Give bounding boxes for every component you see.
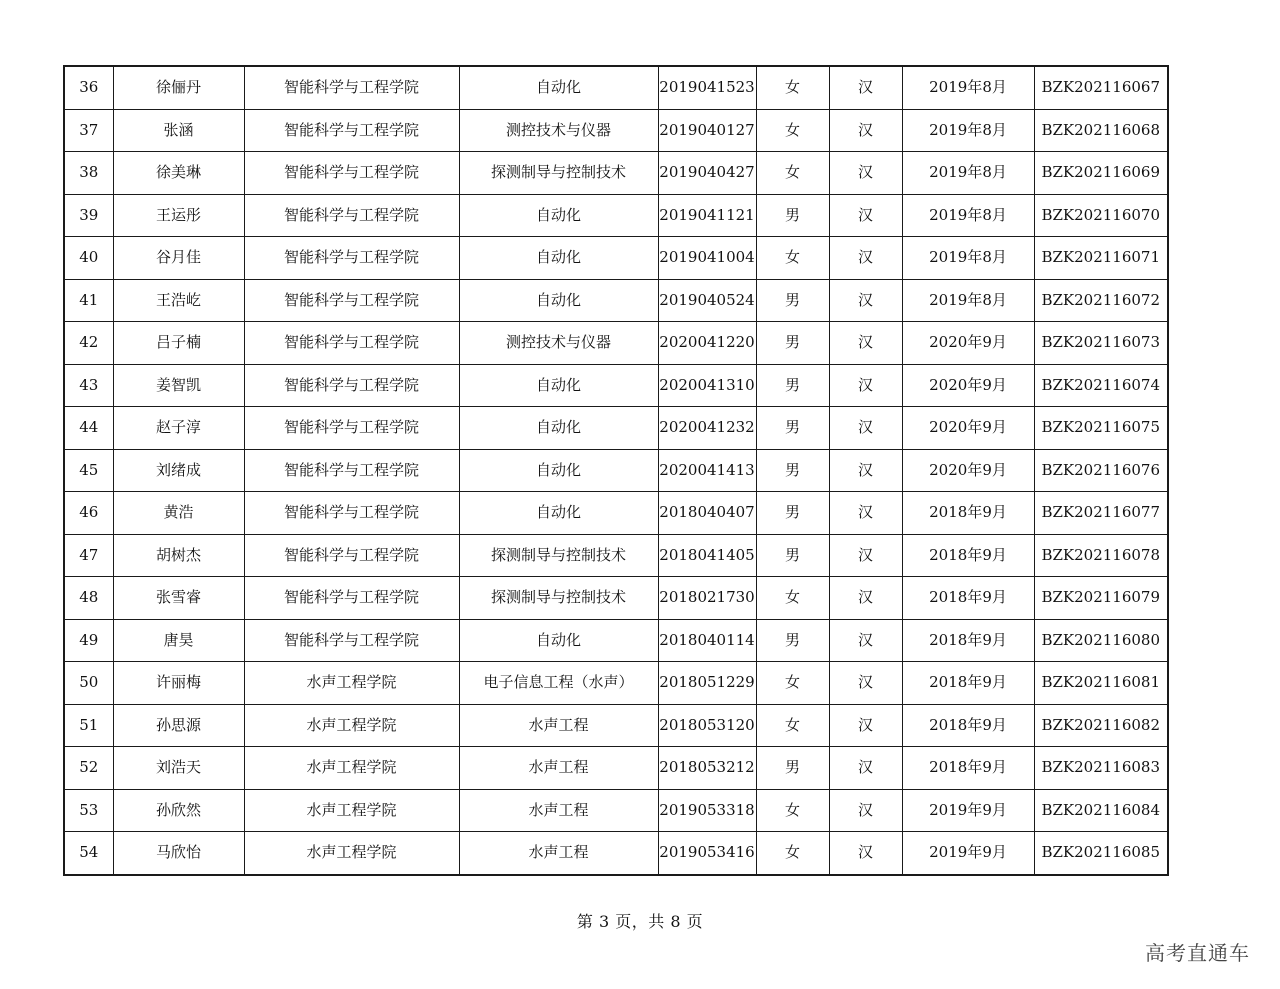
- college-cell: 智能科学与工程学院: [244, 534, 459, 577]
- enrollment-date-cell: 2018年9月: [902, 704, 1034, 747]
- row-number-cell: 40: [64, 237, 113, 280]
- major-cell: 自动化: [459, 66, 658, 109]
- row-number-cell: 52: [64, 747, 113, 790]
- major-cell: 自动化: [459, 279, 658, 322]
- student-id-cell: 2019041121: [658, 194, 756, 237]
- student-id-cell: 2018021730: [658, 577, 756, 620]
- enrollment-date-cell: 2020年9月: [902, 364, 1034, 407]
- table-row: [64, 66, 1168, 109]
- major-cell: 自动化: [459, 619, 658, 662]
- student-name-cell: 胡树杰: [113, 534, 244, 577]
- student-name-cell: 徐美琳: [113, 152, 244, 195]
- major-cell: 探测制导与控制技术: [459, 534, 658, 577]
- gender-cell: 男: [756, 619, 829, 662]
- gender-cell: 女: [756, 789, 829, 832]
- certificate-number-cell: BZK202116075: [1034, 407, 1168, 450]
- enrollment-date-cell: 2018年9月: [902, 662, 1034, 705]
- table-body: [64, 66, 1168, 875]
- student-id-cell: 2019040524: [658, 279, 756, 322]
- row-number-cell: 47: [64, 534, 113, 577]
- certificate-number-cell: BZK202116074: [1034, 364, 1168, 407]
- gender-cell: 男: [756, 534, 829, 577]
- student-id-cell: 2018053120: [658, 704, 756, 747]
- major-cell: 探测制导与控制技术: [459, 152, 658, 195]
- ethnicity-cell: 汉: [829, 407, 902, 450]
- student-id-cell: 2020041310: [658, 364, 756, 407]
- certificate-number-cell: BZK202116072: [1034, 279, 1168, 322]
- student-table: [63, 65, 1169, 876]
- certificate-number-cell: BZK202116069: [1034, 152, 1168, 195]
- college-cell: 水声工程学院: [244, 832, 459, 875]
- enrollment-date-cell: 2020年9月: [902, 322, 1034, 365]
- row-number-cell: 45: [64, 449, 113, 492]
- gender-cell: 男: [756, 449, 829, 492]
- student-name-cell: 吕子楠: [113, 322, 244, 365]
- college-cell: 智能科学与工程学院: [244, 194, 459, 237]
- enrollment-date-cell: 2020年9月: [902, 449, 1034, 492]
- row-number-cell: 36: [64, 66, 113, 109]
- table-row: [64, 194, 1168, 237]
- certificate-number-cell: BZK202116085: [1034, 832, 1168, 875]
- enrollment-date-cell: 2020年9月: [902, 407, 1034, 450]
- table-row: [64, 832, 1168, 875]
- gender-cell: 男: [756, 747, 829, 790]
- student-name-cell: 王浩屹: [113, 279, 244, 322]
- table-row: [64, 577, 1168, 620]
- table-row: [64, 662, 1168, 705]
- watermark: 高考直通车: [1145, 941, 1250, 965]
- enrollment-date-cell: 2018年9月: [902, 534, 1034, 577]
- gender-cell: 女: [756, 577, 829, 620]
- student-id-cell: 2018040114: [658, 619, 756, 662]
- student-id-cell: 2019040427: [658, 152, 756, 195]
- ethnicity-cell: 汉: [829, 704, 902, 747]
- ethnicity-cell: 汉: [829, 534, 902, 577]
- row-number-cell: 49: [64, 619, 113, 662]
- major-cell: 探测制导与控制技术: [459, 577, 658, 620]
- college-cell: 智能科学与工程学院: [244, 152, 459, 195]
- major-cell: 自动化: [459, 237, 658, 280]
- certificate-number-cell: BZK202116078: [1034, 534, 1168, 577]
- major-cell: 测控技术与仪器: [459, 109, 658, 152]
- college-cell: 水声工程学院: [244, 704, 459, 747]
- table-row: [64, 789, 1168, 832]
- certificate-number-cell: BZK202116081: [1034, 662, 1168, 705]
- enrollment-date-cell: 2019年8月: [902, 237, 1034, 280]
- ethnicity-cell: 汉: [829, 832, 902, 875]
- college-cell: 智能科学与工程学院: [244, 449, 459, 492]
- row-number-cell: 37: [64, 109, 113, 152]
- college-cell: 智能科学与工程学院: [244, 237, 459, 280]
- student-id-cell: 2019053318: [658, 789, 756, 832]
- college-cell: 智能科学与工程学院: [244, 407, 459, 450]
- certificate-number-cell: BZK202116077: [1034, 492, 1168, 535]
- student-name-cell: 刘浩天: [113, 747, 244, 790]
- gender-cell: 女: [756, 152, 829, 195]
- ethnicity-cell: 汉: [829, 322, 902, 365]
- ethnicity-cell: 汉: [829, 662, 902, 705]
- college-cell: 智能科学与工程学院: [244, 492, 459, 535]
- student-id-cell: 2020041413: [658, 449, 756, 492]
- student-name-cell: 唐昊: [113, 619, 244, 662]
- student-name-cell: 黄浩: [113, 492, 244, 535]
- enrollment-date-cell: 2019年8月: [902, 152, 1034, 195]
- certificate-number-cell: BZK202116073: [1034, 322, 1168, 365]
- gender-cell: 男: [756, 492, 829, 535]
- gender-cell: 女: [756, 237, 829, 280]
- college-cell: 水声工程学院: [244, 662, 459, 705]
- gender-cell: 女: [756, 66, 829, 109]
- gender-cell: 男: [756, 407, 829, 450]
- enrollment-date-cell: 2019年8月: [902, 109, 1034, 152]
- ethnicity-cell: 汉: [829, 194, 902, 237]
- major-cell: 水声工程: [459, 747, 658, 790]
- table-row: [64, 322, 1168, 365]
- college-cell: 水声工程学院: [244, 789, 459, 832]
- row-number-cell: 46: [64, 492, 113, 535]
- major-cell: 测控技术与仪器: [459, 322, 658, 365]
- gender-cell: 男: [756, 194, 829, 237]
- table-row: [64, 407, 1168, 450]
- college-cell: 智能科学与工程学院: [244, 279, 459, 322]
- major-cell: 自动化: [459, 492, 658, 535]
- page-number: 第 3 页，共 8 页: [576, 912, 704, 931]
- major-cell: 水声工程: [459, 704, 658, 747]
- table-row: [64, 747, 1168, 790]
- major-cell: 自动化: [459, 364, 658, 407]
- college-cell: 智能科学与工程学院: [244, 577, 459, 620]
- table-row: [64, 109, 1168, 152]
- major-cell: 水声工程: [459, 789, 658, 832]
- row-number-cell: 53: [64, 789, 113, 832]
- ethnicity-cell: 汉: [829, 619, 902, 662]
- ethnicity-cell: 汉: [829, 152, 902, 195]
- certificate-number-cell: BZK202116083: [1034, 747, 1168, 790]
- ethnicity-cell: 汉: [829, 747, 902, 790]
- gender-cell: 女: [756, 109, 829, 152]
- college-cell: 智能科学与工程学院: [244, 322, 459, 365]
- table-row: [64, 492, 1168, 535]
- enrollment-date-cell: 2019年9月: [902, 832, 1034, 875]
- college-cell: 智能科学与工程学院: [244, 364, 459, 407]
- table-row: [64, 237, 1168, 280]
- student-name-cell: 张涵: [113, 109, 244, 152]
- ethnicity-cell: 汉: [829, 364, 902, 407]
- student-id-cell: 2018051229: [658, 662, 756, 705]
- student-name-cell: 许丽梅: [113, 662, 244, 705]
- certificate-number-cell: BZK202116082: [1034, 704, 1168, 747]
- table-row: [64, 364, 1168, 407]
- student-name-cell: 徐俪丹: [113, 66, 244, 109]
- row-number-cell: 44: [64, 407, 113, 450]
- row-number-cell: 51: [64, 704, 113, 747]
- certificate-number-cell: BZK202116084: [1034, 789, 1168, 832]
- student-id-cell: 2019053416: [658, 832, 756, 875]
- ethnicity-cell: 汉: [829, 109, 902, 152]
- certificate-number-cell: BZK202116080: [1034, 619, 1168, 662]
- certificate-number-cell: BZK202116071: [1034, 237, 1168, 280]
- enrollment-date-cell: 2018年9月: [902, 492, 1034, 535]
- table-row: [64, 619, 1168, 662]
- row-number-cell: 39: [64, 194, 113, 237]
- ethnicity-cell: 汉: [829, 237, 902, 280]
- table-row: [64, 534, 1168, 577]
- major-cell: 自动化: [459, 194, 658, 237]
- student-name-cell: 谷月佳: [113, 237, 244, 280]
- student-id-cell: 2020041220: [658, 322, 756, 365]
- student-name-cell: 赵子淳: [113, 407, 244, 450]
- student-id-cell: 2018053212: [658, 747, 756, 790]
- student-id-cell: 2019040127: [658, 109, 756, 152]
- row-number-cell: 42: [64, 322, 113, 365]
- gender-cell: 男: [756, 279, 829, 322]
- ethnicity-cell: 汉: [829, 577, 902, 620]
- enrollment-date-cell: 2018年9月: [902, 619, 1034, 662]
- table-row: [64, 279, 1168, 322]
- student-name-cell: 刘绪成: [113, 449, 244, 492]
- certificate-number-cell: BZK202116079: [1034, 577, 1168, 620]
- college-cell: 水声工程学院: [244, 747, 459, 790]
- student-id-cell: 2018040407: [658, 492, 756, 535]
- student-id-cell: 2019041004: [658, 237, 756, 280]
- certificate-number-cell: BZK202116068: [1034, 109, 1168, 152]
- certificate-number-cell: BZK202116070: [1034, 194, 1168, 237]
- college-cell: 智能科学与工程学院: [244, 109, 459, 152]
- major-cell: 水声工程: [459, 832, 658, 875]
- student-name-cell: 姜智凯: [113, 364, 244, 407]
- gender-cell: 女: [756, 704, 829, 747]
- student-name-cell: 张雪睿: [113, 577, 244, 620]
- table-row: [64, 704, 1168, 747]
- row-number-cell: 38: [64, 152, 113, 195]
- table-row: [64, 449, 1168, 492]
- enrollment-date-cell: 2019年8月: [902, 194, 1034, 237]
- row-number-cell: 43: [64, 364, 113, 407]
- ethnicity-cell: 汉: [829, 279, 902, 322]
- college-cell: 智能科学与工程学院: [244, 66, 459, 109]
- row-number-cell: 54: [64, 832, 113, 875]
- ethnicity-cell: 汉: [829, 789, 902, 832]
- enrollment-date-cell: 2018年9月: [902, 577, 1034, 620]
- gender-cell: 男: [756, 364, 829, 407]
- student-name-cell: 孙思源: [113, 704, 244, 747]
- student-id-cell: 2020041232: [658, 407, 756, 450]
- row-number-cell: 41: [64, 279, 113, 322]
- enrollment-date-cell: 2019年9月: [902, 789, 1034, 832]
- certificate-number-cell: BZK202116076: [1034, 449, 1168, 492]
- student-id-cell: 2019041523: [658, 66, 756, 109]
- enrollment-date-cell: 2019年8月: [902, 66, 1034, 109]
- student-id-cell: 2018041405: [658, 534, 756, 577]
- row-number-cell: 50: [64, 662, 113, 705]
- major-cell: 自动化: [459, 407, 658, 450]
- college-cell: 智能科学与工程学院: [244, 619, 459, 662]
- ethnicity-cell: 汉: [829, 492, 902, 535]
- enrollment-date-cell: 2019年8月: [902, 279, 1034, 322]
- gender-cell: 女: [756, 832, 829, 875]
- major-cell: 自动化: [459, 449, 658, 492]
- table-row: [64, 152, 1168, 195]
- ethnicity-cell: 汉: [829, 66, 902, 109]
- gender-cell: 男: [756, 322, 829, 365]
- ethnicity-cell: 汉: [829, 449, 902, 492]
- student-name-cell: 王运彤: [113, 194, 244, 237]
- major-cell: 电子信息工程（水声）: [459, 662, 658, 705]
- row-number-cell: 48: [64, 577, 113, 620]
- certificate-number-cell: BZK202116067: [1034, 66, 1168, 109]
- enrollment-date-cell: 2018年9月: [902, 747, 1034, 790]
- gender-cell: 女: [756, 662, 829, 705]
- student-name-cell: 马欣怡: [113, 832, 244, 875]
- student-name-cell: 孙欣然: [113, 789, 244, 832]
